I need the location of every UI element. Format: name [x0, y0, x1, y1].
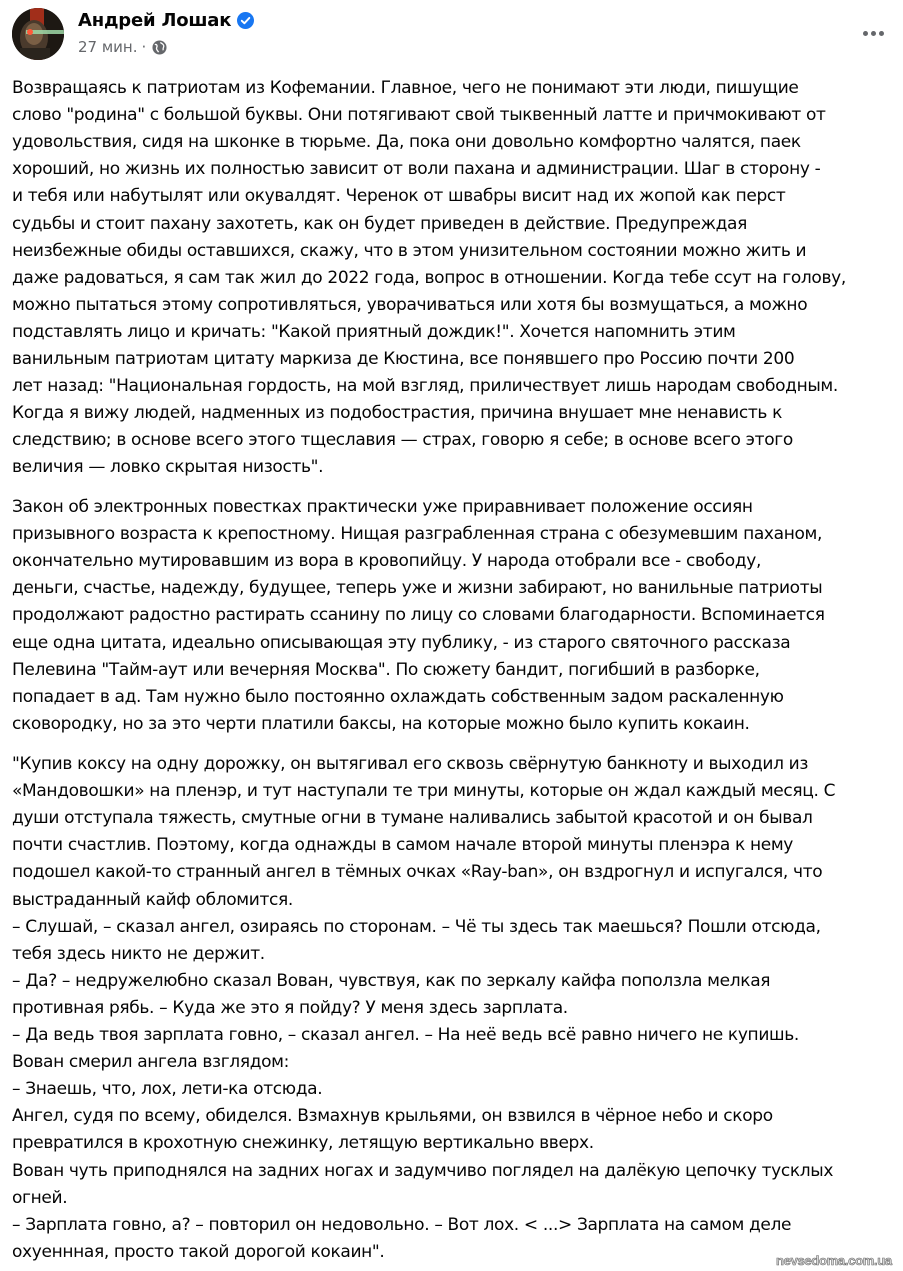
post-text-line: даже радоваться, я сам так жил до 2022 года, вопрос в отношении. Когда тебе ссут на голову, — [12, 267, 846, 288]
post-text-line: деньги, счастье, надежду, будущее, теперь уже и жизни забирают, но ванильные патриоты — [12, 578, 823, 599]
post-time[interactable]: 27 мин. — [78, 38, 138, 56]
globe-icon — [152, 40, 167, 55]
dot — [863, 31, 868, 36]
meta-separator: · — [141, 38, 147, 56]
post-text-line: почти счастлив. Поэтому, когда однажды в самом начале второй минуты пленэра к нему — [12, 835, 794, 856]
post-text-line: выстраданный кайф обломится. — [12, 889, 293, 910]
verified-badge-icon — [237, 12, 254, 29]
post-text-line: ванильным патриотам цитату маркиза де Кюстина, все понявшего про Россию почти 200 — [12, 349, 795, 369]
more-options-button[interactable] — [858, 22, 888, 44]
post-text-line: величия — ловко скрытая низость". — [12, 457, 324, 478]
post-text-line: удовольствия, сидя на шконке в тюрьме. Да, пока они довольно комфортно чалятся, паек — [12, 132, 801, 153]
post-text-line: сковородку, но за это черти платили баксы, на которые можно было купить кокаин. — [12, 713, 750, 734]
post-text-line: подошел какой-то странный ангел в тёмных очках «Ray-ban», он вздрогнул и испугался, что — [12, 862, 823, 883]
post-text-line: – Зарплата говно, а? – повторил он недовольно. – Вот лох. < ...> Зарплата на самом деле — [12, 1214, 792, 1235]
watermark: nevsedoma.com.ua — [776, 1253, 892, 1268]
post-text-line: слово "родина" с большой буквы. Они потягивают свой тыквенный латте и причмокивают от — [12, 105, 826, 126]
post-text-line: "Купив коксу на одну дорожку, он вытягивал его сквозь свёрнутую банкноту и выходил из — [12, 754, 809, 774]
post-text-line: подставлять лицо и кричать: "Какой приятный дождик!". Хочется напомнить этим — [12, 321, 736, 342]
avatar[interactable] — [12, 8, 64, 60]
post-text-line: судьбы и стоит пахану захотеть, как он будет приведен в действие. Предупреждая — [12, 213, 747, 234]
post-text-line: огней. — [12, 1187, 68, 1208]
post-text-line: Когда я вижу людей, надменных из подобострастия, причина внушает мне ненависть к — [12, 403, 783, 424]
post-meta — [78, 38, 167, 56]
post-text-line: Возвращаясь к патриотам из Кофемании. Главное, чего не понимают эти люди, пишущие — [12, 78, 799, 98]
dot — [871, 31, 876, 36]
author-name[interactable] — [78, 10, 254, 31]
post-text-line: превратился в крохотную снежинку, летящую вертикально вверх. — [12, 1133, 594, 1154]
post-text-line: «Мандовошки» на пленэр, и тут наступали те три минуты, которые он ждал каждый месяц. С — [12, 781, 836, 802]
post-text-line: Вован смерил ангела взглядом: — [12, 1052, 290, 1073]
post-text-line: – Слушай, – сказал ангел, озираясь по сторонам. – Чё ты здесь так маешься? Пошли отсюда, — [12, 916, 821, 937]
post-text-line: неизбежные обиды оставшихся, скажу, что в этом унизительном состоянии можно жить и — [12, 240, 807, 261]
post-text-line: души отступала тяжесть, смутные огни в тумане наливались забытой красотой и он бывал — [12, 808, 813, 829]
post-text-line: еще одна цитата, идеально описывающая эту публику, - из старого святочного рассказа — [12, 632, 791, 653]
post-text-line: тебя здесь никто не держит. — [12, 943, 265, 964]
dot — [879, 31, 884, 36]
post-text-line: и тебя или набутылят или окувалдят. Черенок от швабры висит над их жопой как перст — [12, 186, 786, 207]
post-header — [0, 0, 903, 70]
post-text-line: охуеннная, просто такой дорогой кокаин". — [12, 1241, 385, 1262]
post-text-line: призывного возраста к крепостному. Нищая разграбленная страна с обезумевшим паханом, — [12, 524, 823, 545]
post-text-line: – Да ведь твоя зарплата говно, – сказал ангел. – На неё ведь всё равно ничего не купишь. — [12, 1025, 799, 1045]
post-text-line: попадает в ад. Там нужно было постоянно охлаждать собственным задом раскаленную — [12, 686, 784, 707]
post-text-line: – Да? – недружелюбно сказал Вован, чувствуя, как по зеркалу кайфа поползла мелкая — [12, 970, 771, 991]
post-text-line: Пелевина "Тайм-аут или вечерняя Москва". По сюжету бандит, погибший в разборке, — [12, 659, 760, 680]
post-text-line: противная рябь. – Куда же это я пойду? У меня здесь зарплата. — [12, 997, 568, 1018]
post-text-line: хороший, но жизнь их полностью зависит от воли пахана и администрации. Шаг в сторону - — [12, 159, 821, 180]
post-text-line: – Знаешь, что, лох, лети-ка отсюда. — [12, 1079, 323, 1100]
post-text-line: следствию; в основе всего этого тщеславия — страх, говорю я себе; в основе всего этого — [12, 430, 793, 451]
post-text-line: можно пытаться этому сопротивляться, уворачиваться или хотя бы возмущаться, а можно — [12, 294, 808, 315]
post-text-line: лет назад: "Национальная гордость, на мой взгляд, приличествует лишь народам свободным. — [12, 376, 838, 397]
post-text-line: Ангел, судя по всему, обиделся. Взмахнув крыльями, он взвился в чёрное небо и скоро — [12, 1106, 773, 1127]
post-text-line: продолжают радостно растирать ссанину по лицу со словами благодарности. Вспоминается — [12, 605, 825, 626]
post-text-line: Вован чуть приподнялся на задних ногах и задумчиво поглядел на далёкую цепочку тусклых — [12, 1160, 834, 1181]
post-text-line: Закон об электронных повестках практически уже приравнивает положение оссиян — [12, 497, 753, 517]
avatar-image — [12, 8, 64, 60]
post-text-line: окончательно мутировавшим из вора в кровопийцу. У народа отобрали все - свободу, — [12, 551, 762, 572]
author-link[interactable]: Андрей Лошак — [78, 10, 232, 31]
